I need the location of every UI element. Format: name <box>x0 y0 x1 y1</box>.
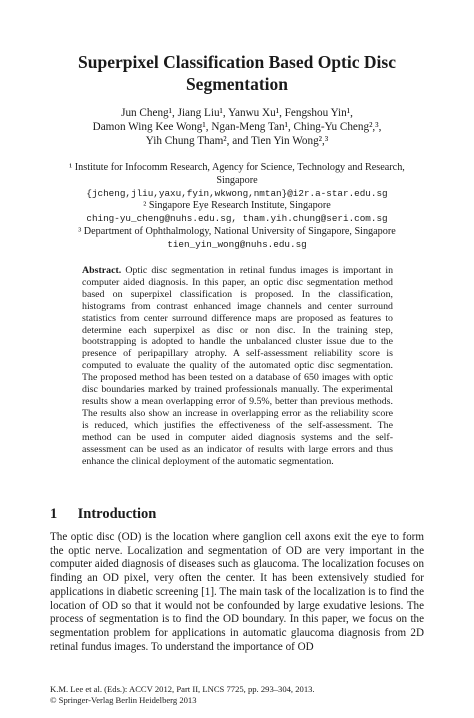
abstract-text: Optic disc segmentation in retinal fundus images is important in computer aided diagnosis. In this paper, an optic disc segmentation method based on superpixel classification is proposed. In the classification, histograms from contrast enhanced image channels and center surround statistics from center surround difference maps are proposed as features to determine each superpixel as disc or non disc. In the training step, bootstrapping is adopted to handle the unbalanced cluster issue due to the presence of peripapillary atrophy. A self-assessment reliability score is computed to evaluate the quality of the automated optic disc segmentation. The proposed method has been tested on a database of 650 images with optic disc boundaries marked by trained professionals manually. The experimental results show a mean overlapping error of 9.5%, better than previous methods. The results also show an increase in overlapping error as the reliability score is reduced, which justifies the effectiveness of the self-assessment. The method can be used in computer aided diagnosis systems and the self-assessment can be used as an indicator of results with large errors and thus enhance the clinical deployment of the automatic segmentation. <box>82 265 394 467</box>
footer <box>50 684 315 706</box>
footer-citation: K.M. Lee et al. (Eds.): ACCV 2012, Part II, LNCS 7725, pp. 293–304, 2013. <box>50 684 315 694</box>
author-list <box>40 106 434 148</box>
author-line: Yih Chung Tham², and Tien Yin Wong²,³ <box>145 135 329 147</box>
body-paragraph: The optic disc (OD) is the location where ganglion cell axons exit the eye to form the optic nerve. Localization and segmentation of OD are very important in the computer aided diagnosis of diseases such as glaucoma. The localization focuses on finding an OD pixel, very often the center. It has been extensively studied for applications in diabetic screening [1]. The main task of the localization is to find the location of OD so that it would not be confounded by large exudative lesions. The process of segmentation is to find the OD boundary. In this paper, we focus on the segmentation problem for applications in automatic glaucoma diagnosis from 2D retinal fundus images. To understand the importance of OD <box>50 531 424 653</box>
footer-copyright: © Springer-Verlag Berlin Heidelberg 2013 <box>50 694 197 705</box>
affiliation-2-email: ching-yu_cheng@nuhs.edu.sg, tham.yih.chung@seri.com.sg <box>86 213 388 225</box>
affiliation-3-email: tien_yin_wong@nuhs.edu.sg <box>167 238 307 250</box>
affiliation-1-country: Singapore <box>216 174 258 186</box>
affiliation-1: ¹ Institute for Infocomm Research, Agency for Science, Technology and Research, <box>69 162 405 173</box>
paper-title: Superpixel Classification Based Optic Disc Segmentation <box>78 52 396 94</box>
author-line: Jun Cheng¹, Jiang Liu¹, Yanwu Xu¹, Fengshou Yin¹, <box>121 107 353 119</box>
affiliation-2: ² Singapore Eye Research Institute, Singapore <box>143 200 331 212</box>
section-heading <box>50 506 156 523</box>
section-title: Introduction <box>77 506 157 522</box>
abstract-label: Abstract. <box>82 265 122 276</box>
section-number: 1 <box>50 506 58 522</box>
affiliations <box>26 162 448 252</box>
abstract <box>82 265 393 467</box>
author-line: Damon Wing Kee Wong¹, Ngan-Meng Tan¹, Ching-Yu Cheng²,³, <box>92 121 382 133</box>
affiliation-1-email: {jcheng,jliu,yaxu,fyin,wkwong,nmtan}@i2r.a-star.edu.sg <box>86 187 388 199</box>
affiliation-3: ³ Department of Ophthalmology, National University of Singapore, Singapore <box>78 225 396 237</box>
